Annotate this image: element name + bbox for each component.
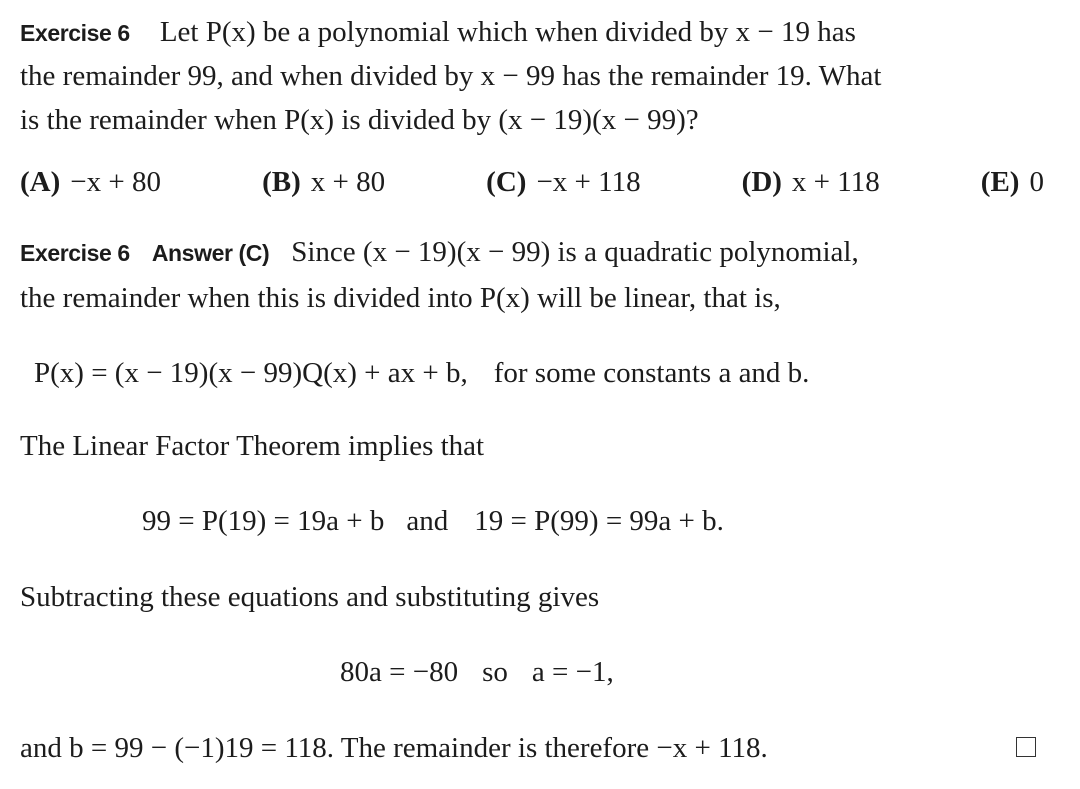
equation-1-formula: P(x) = (x − 19)(x − 99)Q(x) + ax + b, bbox=[34, 357, 468, 389]
equation-3 bbox=[340, 654, 614, 690]
qed-box-icon bbox=[1016, 737, 1036, 757]
choice-a bbox=[20, 164, 161, 200]
solution-line-2: the remainder when this is divided into P(x) will be linear, that is, bbox=[20, 282, 781, 314]
exercise-line-1 bbox=[20, 14, 856, 51]
equation-2 bbox=[142, 503, 724, 539]
choice-b bbox=[262, 164, 385, 200]
solution-line-5: and b = 99 − (−1)19 = 118. The remainder is therefore −x + 118. bbox=[20, 732, 768, 764]
solution-line-1 bbox=[20, 234, 859, 271]
choice-b-label: (B) bbox=[262, 166, 301, 198]
equation-1 bbox=[34, 355, 809, 391]
solution-line-3: The Linear Factor Theorem implies that bbox=[20, 430, 485, 462]
choice-e-label: (E) bbox=[980, 166, 1020, 198]
choice-c bbox=[486, 164, 640, 200]
exercise-line-2: the remainder 99, and when divided by x − 99 has the remainder 19. What bbox=[20, 60, 882, 92]
equation-1-note: for some constants a and b. bbox=[493, 357, 810, 389]
exercise-heading: Exercise 6 bbox=[20, 20, 130, 46]
solution-line-4: Subtracting these equations and substituting gives bbox=[20, 581, 600, 613]
choice-a-value: −x + 80 bbox=[70, 166, 161, 198]
equation-3-left: 80a = −80 bbox=[340, 656, 459, 688]
choice-d-label: (D) bbox=[741, 166, 782, 198]
choice-a-label: (A) bbox=[20, 166, 61, 198]
choice-e-value: 0 bbox=[1029, 166, 1044, 198]
choice-e bbox=[981, 164, 1044, 200]
equation-3-right: a = −1, bbox=[531, 656, 614, 688]
equation-2-conjunction: and bbox=[406, 505, 449, 537]
answer-label: Answer (C) bbox=[151, 240, 270, 266]
exercise-text-1: Let P(x) be a polynomial which when divided by x − 19 has bbox=[159, 16, 856, 48]
choice-c-value: −x + 118 bbox=[536, 166, 641, 198]
solution-text-1: Since (x − 19)(x − 99) is a quadratic polynomial, bbox=[291, 236, 859, 268]
choice-d bbox=[742, 164, 880, 200]
equation-2-right: 19 = P(99) = 99a + b. bbox=[474, 505, 724, 537]
choice-c-label: (C) bbox=[486, 166, 527, 198]
choice-d-value: x + 118 bbox=[791, 166, 880, 198]
choice-b-value: x + 80 bbox=[310, 166, 386, 198]
answer-choices bbox=[20, 164, 1044, 200]
exercise-line-3: is the remainder when P(x) is divided by (x − 19)(x − 99)? bbox=[20, 104, 699, 136]
equation-2-left: 99 = P(19) = 19a + b bbox=[142, 505, 385, 537]
solution-heading: Exercise 6 bbox=[20, 240, 130, 266]
equation-3-conjunction: so bbox=[482, 656, 508, 688]
